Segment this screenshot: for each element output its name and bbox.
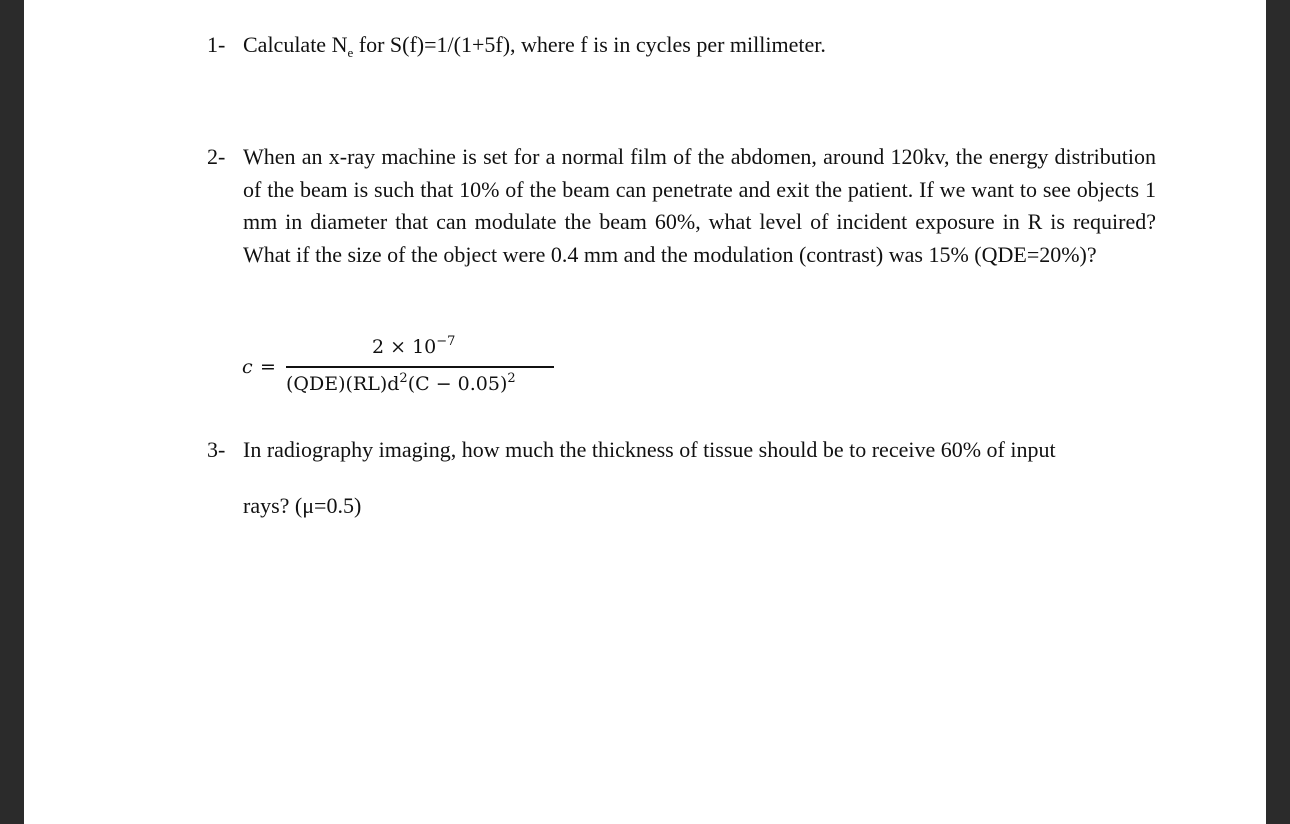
question-1-number: 1- (207, 32, 226, 57)
question-3-text-continued: rays? (μ=0.5) (243, 493, 362, 518)
formula-fraction-bar (286, 366, 554, 368)
formula-den-part2: (C − 0.05) (407, 373, 508, 395)
formula-den-exp1: 2 (399, 371, 408, 386)
question-2-text: When an x-ray machine is set for a normal film of the abdomen, around 120kv, the energy distribution of the beam is such that 10% of the beam can penetrate and exit the patient. If we want to see objects 1 mm in diameter that can modulate the beam 60%, what level of incident exposure in R is required? What if the size of the object were 0.4 mm and the modulation (contrast) was 15% (QDE=20%)? (243, 144, 1156, 267)
formula-equals: = (260, 356, 276, 378)
formula-den-exp2: 2 (507, 371, 516, 386)
question-3-text: In radiography imaging, how much the thickness of tissue should be to receive 60% of input (243, 437, 1056, 462)
question-2-number: 2- (207, 144, 226, 169)
formula-den-part1: (QDE)(RL)d (286, 373, 400, 395)
formula-numerator-base: 2 × 10 (372, 336, 437, 358)
document-page (24, 0, 1266, 824)
question-1-text (243, 29, 1156, 70)
formula-denominator (286, 371, 516, 395)
question-1-text-post: for S(f)=1/(1+5f), where f is in cycles per millimeter. (353, 32, 826, 57)
question-1-subscript: e (347, 45, 354, 60)
question-3-number: 3- (207, 437, 226, 462)
contrast-formula (242, 332, 562, 402)
formula-numerator-exponent: −7 (436, 334, 456, 349)
formula-lhs: c (242, 356, 253, 378)
formula-numerator (372, 334, 455, 358)
question-1-text-pre: Calculate N (243, 32, 348, 57)
